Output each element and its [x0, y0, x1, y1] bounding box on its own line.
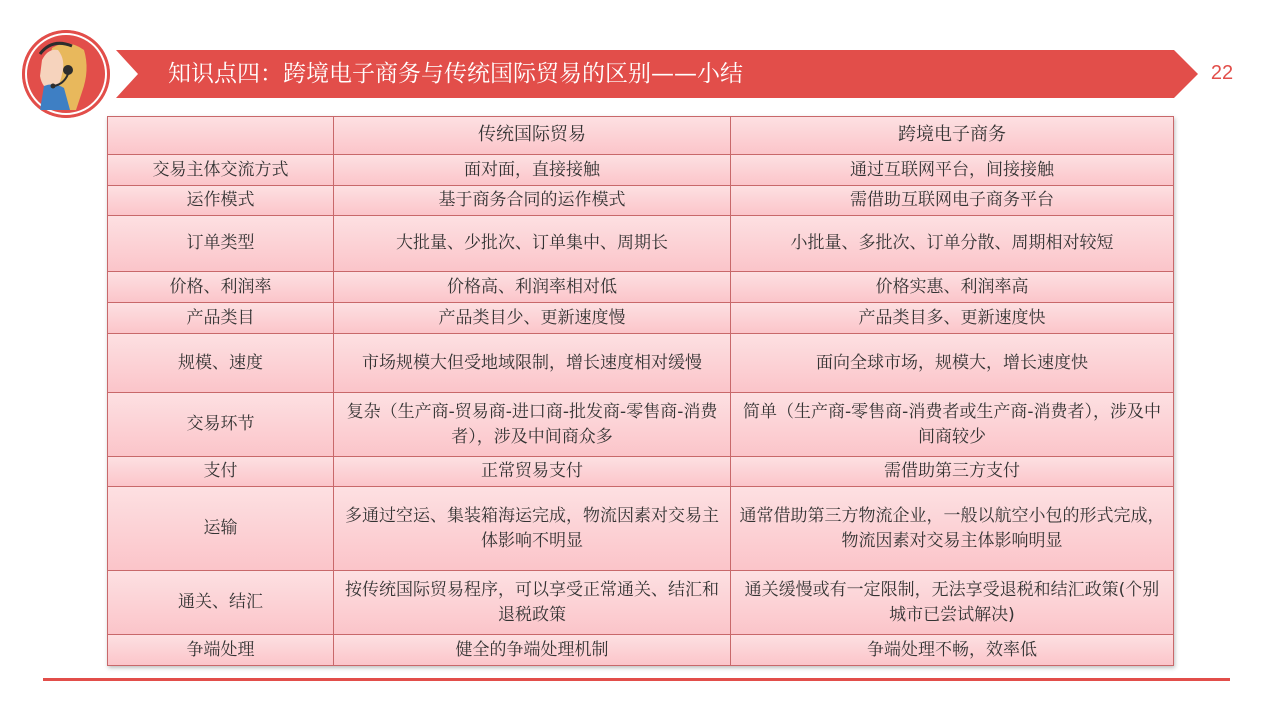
row-label: 争端处理 [108, 635, 334, 666]
row-label: 产品类目 [108, 303, 334, 334]
ecommerce-cell: 通关缓慢或有一定限制，无法享受退税和结汇政策(个别城市已尝试解决) [731, 571, 1174, 635]
traditional-cell: 基于商务合同的运作模式 [334, 186, 731, 216]
ecommerce-cell: 需借助互联网电子商务平台 [731, 186, 1174, 216]
header-cross-border-ecommerce: 跨境电子商务 [731, 117, 1174, 155]
traditional-cell: 按传统国际贸易程序，可以享受正常通关、结汇和退税政策 [334, 571, 731, 635]
table-row [108, 334, 1174, 393]
table-row [108, 393, 1174, 457]
ecommerce-cell: 需借助第三方支付 [731, 457, 1174, 487]
table-row [108, 635, 1174, 666]
row-label: 通关、结汇 [108, 571, 334, 635]
traditional-cell: 复杂（生产商-贸易商-进口商-批发商-零售商-消费者），涉及中间商众多 [334, 393, 731, 457]
ecommerce-cell: 争端处理不畅，效率低 [731, 635, 1174, 666]
ecommerce-cell: 通常借助第三方物流企业，一般以航空小包的形式完成，物流因素对交易主体影响明显 [731, 487, 1174, 571]
title-banner [116, 50, 1198, 98]
ecommerce-cell: 面向全球市场，规模大，增长速度快 [731, 334, 1174, 393]
comparison-table [107, 116, 1174, 666]
row-label: 价格、利润率 [108, 272, 334, 303]
traditional-cell: 价格高、利润率相对低 [334, 272, 731, 303]
row-label: 运输 [108, 487, 334, 571]
table-header-row [108, 117, 1174, 155]
bottom-divider [43, 678, 1230, 681]
row-label: 交易主体交流方式 [108, 155, 334, 186]
ecommerce-cell: 价格实惠、利润率高 [731, 272, 1174, 303]
traditional-cell: 正常贸易支付 [334, 457, 731, 487]
row-label: 运作模式 [108, 186, 334, 216]
row-label: 规模、速度 [108, 334, 334, 393]
table-row [108, 272, 1174, 303]
ecommerce-cell: 产品类目多、更新速度快 [731, 303, 1174, 334]
table-row [108, 457, 1174, 487]
table-row [108, 487, 1174, 571]
ecommerce-cell: 简单（生产商-零售商-消费者或生产商-消费者），涉及中间商较少 [731, 393, 1174, 457]
logo-avatar [22, 30, 110, 118]
row-label: 支付 [108, 457, 334, 487]
traditional-cell: 多通过空运、集装箱海运完成，物流因素对交易主体影响不明显 [334, 487, 731, 571]
ecommerce-cell: 小批量、多批次、订单分散、周期相对较短 [731, 216, 1174, 272]
header-cell-empty [108, 117, 334, 155]
ecommerce-cell: 通过互联网平台，间接接触 [731, 155, 1174, 186]
page-number: 22 [1210, 62, 1234, 84]
table-row [108, 303, 1174, 334]
table-row [108, 216, 1174, 272]
header-traditional-trade: 传统国际贸易 [334, 117, 731, 155]
row-label: 交易环节 [108, 393, 334, 457]
table-row [108, 155, 1174, 186]
table-row [108, 571, 1174, 635]
traditional-cell: 产品类目少、更新速度慢 [334, 303, 731, 334]
customer-service-icon [22, 30, 110, 118]
traditional-cell: 大批量、少批次、订单集中、周期长 [334, 216, 731, 272]
row-label: 订单类型 [108, 216, 334, 272]
traditional-cell: 健全的争端处理机制 [334, 635, 731, 666]
traditional-cell: 市场规模大但受地域限制，增长速度相对缓慢 [334, 334, 731, 393]
table-row [108, 186, 1174, 216]
traditional-cell: 面对面，直接接触 [334, 155, 731, 186]
page-title: 知识点四：跨境电子商务与传统国际贸易的区别——小结 [168, 61, 743, 87]
